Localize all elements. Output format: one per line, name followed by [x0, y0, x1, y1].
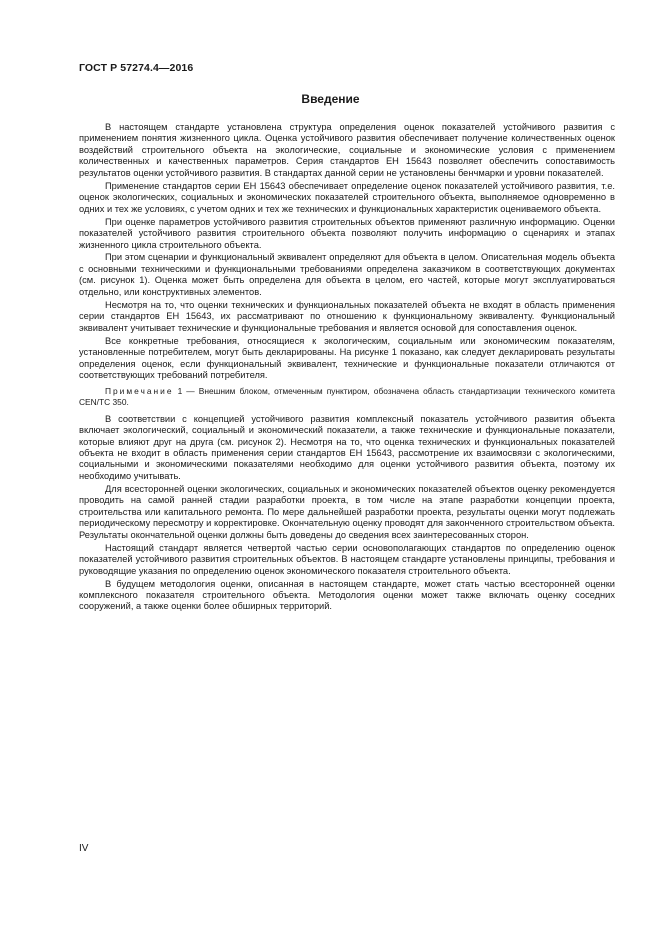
note-label: Примечание — [105, 386, 174, 397]
paragraph: При оценке параметров устойчивого развития строительных объектов применяют различную информацию. Оценки показателей устойчивого развития строительного объекта позволяют получить информацию о сценариях и этапах жизненного цикла строительного объекта. — [79, 216, 615, 250]
document-header: ГОСТ Р 57274.4—2016 — [79, 62, 194, 74]
paragraph: При этом сценарии и функциональный эквивалент определяют для объекта в целом. Описательная модель объекта с основными техническими и функциональными требованиями определена заказчиком в соответствующих документах (см. рисунок 1). Оценка может быть определена для объекта в целом, его частей, которые могут эксплуатироваться отдельно, или конструктивных элементов. — [79, 252, 615, 297]
page-number: IV — [79, 843, 89, 854]
paragraph: В будущем методология оценки, описанная в настоящем стандарте, может стать частью всесторонней оценки комплексного показателя строительного объекта. Методология оценки может также включать оценку соседних сооружений, а также оценки более обширных территорий. — [79, 578, 615, 612]
paragraph: Применение стандартов серии ЕН 15643 обеспечивает определение оценок показателей устойчивого развития, т.е. оценок экологических, социальных и экономических показателей строительного объекта, выполняемое одновременно в одних и тех же условиях, с учетом одних и тех же технических и функциональных характеристик оцениваемого объекта. — [79, 180, 615, 214]
paragraph: Несмотря на то, что оценки технических и функциональных показателей объекта не входят в область применения серии стандартов ЕН 15643, их рассматривают по отношению к функциональному эквиваленту. Функциональный эквивалент учитывает технические и функциональные требования и является основой для сопоставления оценок. — [79, 299, 615, 333]
document-body — [79, 122, 615, 614]
paragraph: В настоящем стандарте установлена структура определения оценок показателей устойчивого развития с применением понятия жизненного цикла. Оценка устойчивого развития обеспечивает получение количественных оценок воздействий строительного объекта на экологические, социальные и экономические условия с применением количественных и качественных параметров. Серия стандартов ЕН 15643 позволяет обеспечить сопоставимость результатов оценки устойчивого развития. В стандартах данной серии не установлены бенчмарки и уровни показателей. — [79, 122, 615, 178]
note — [79, 386, 615, 407]
section-title: Введение — [301, 92, 360, 106]
note-text: 1 — Внешним блоком, отмеченным пунктиром, обозначена область стандартизации технического комитета CEN/TC 350. — [79, 386, 615, 408]
paragraph: В соответствии с концепцией устойчивого развития комплексный показатель устойчивого развития объекта включает экологический, социальный и экономический показатели, а также технические и функциональные показатели, которые влияют друг на друга (см. рисунок 2). Несмотря на то, что оценка технических и функциональных показателей объекта не входит в область применения серии стандартов ЕН 15643, рассмотрение их взаимосвязи с экологическими, социальными и экономическими показателями необходимо для оценки устойчивого развития объекта, поэтому их необходимо учитывать. — [79, 413, 615, 481]
paragraph: Все конкретные требования, относящиеся к экологическим, социальным или экономическим показателям, установленные потребителем, могут быть декларированы. На рисунке 1 показано, как следует декларировать результаты определения оценок, если функциональный эквивалент, технические и функциональные показатели отличаются от соответствующих требований потребителя. — [79, 335, 615, 381]
paragraph: Настоящий стандарт является четвертой частью серии основополагающих стандартов по определению оценок показателей устойчивого развития строительных объектов. В настоящем стандарте установлены принципы, требования и руководящие указания по определению оценок экономического показателя строительного объекта. — [79, 542, 615, 576]
paragraph: Для всесторонней оценки экологических, социальных и экономических показателей объектов оценку рекомендуется проводить на самой ранней стадии разработки проекта, в том числе на этапе разработки концепции проекта, строительства или капитального ремонта. По мере дальнейшей разработки проекта, результаты оценки могут подлежать периодическому пересмотру и корректировке. Окончательную оценку проводят для законченного строительством объекта. Результаты окончательной оценки должны быть доведены до сведения всех заинтересованных сторон. — [79, 483, 615, 540]
